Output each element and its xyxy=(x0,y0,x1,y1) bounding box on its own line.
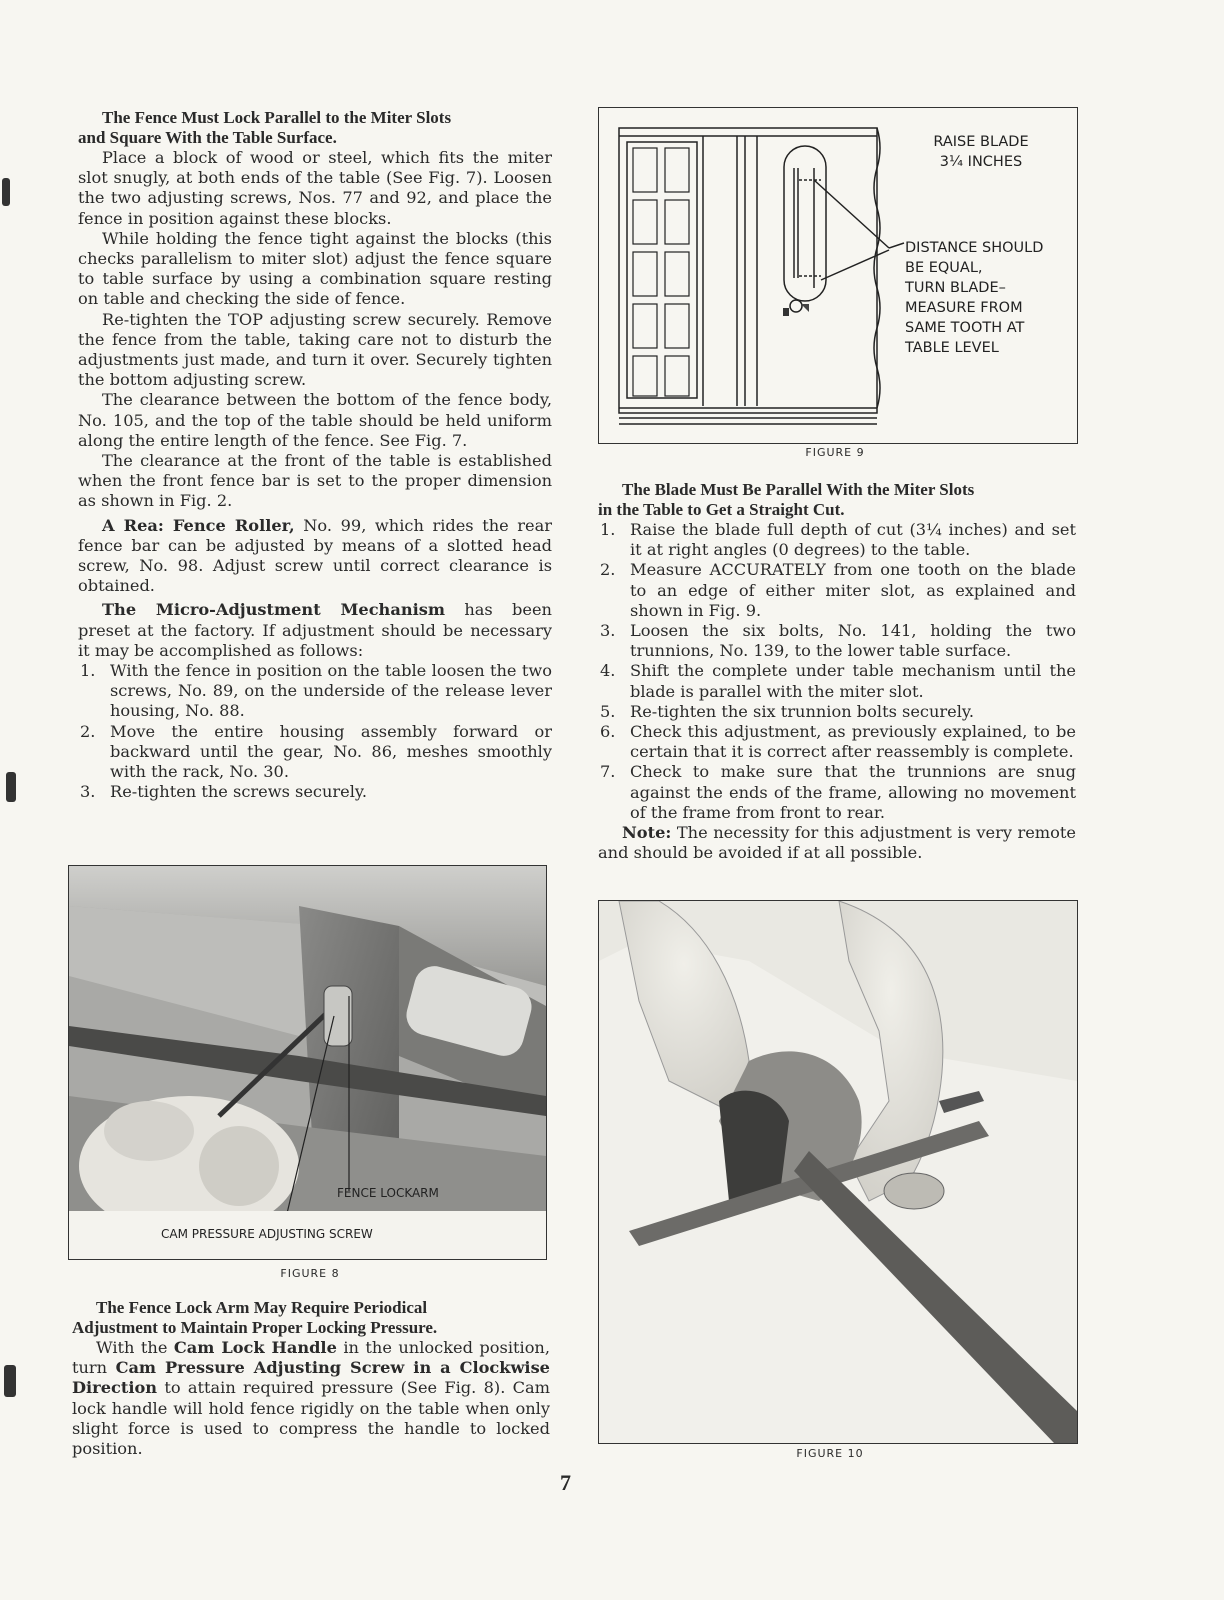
bold-cam-pressure: Cam Pressure Adjusting Screw in a Clockwise Direction xyxy=(72,1358,550,1398)
figure-10-photo xyxy=(598,900,1078,1444)
figure-9-diagram xyxy=(598,107,1078,444)
label-cam-pressure-screw: CAM PRESSURE ADJUSTING SCREW xyxy=(161,1227,373,1241)
label-line: MEASURE FROM xyxy=(905,300,1023,316)
list-number: 2. xyxy=(600,560,616,580)
bold-note: Note: xyxy=(622,823,672,843)
list-text: Raise the blade full depth of cut (3¼ inches) and set it at right angles (0 degrees) to the table. xyxy=(630,520,1076,560)
paragraph: Place a block of wood or steel, which fits the miter slot snugly, at both ends of the table (See Fig. 7). Loosen the two adjusting screws, Nos. 77 and 92, and place the fence in position against these blocks. xyxy=(78,148,552,228)
paragraph-micro xyxy=(78,600,552,661)
list-text: Re-tighten the screws securely. xyxy=(110,782,368,802)
list-item xyxy=(598,520,1076,560)
list-item xyxy=(598,621,1076,661)
label-raise-blade-line1: RAISE BLADE xyxy=(933,134,1029,150)
paragraph: Re-tighten the TOP adjusting screw securely. Remove the fence from the table, taking care not to disturb the adjustments just made, and turn it over. Securely tighten the bottom adjusting screw. xyxy=(78,309,552,390)
figure-8-photo xyxy=(68,865,547,1260)
text: The necessity for this adjustment is very remote and should be avoided if at all possible. xyxy=(598,823,1076,863)
list-number: 3. xyxy=(600,621,616,641)
list-item xyxy=(598,702,1076,722)
list-number: 2. xyxy=(80,721,96,741)
list-number: 7. xyxy=(600,762,616,782)
lead-micro-adjustment: The Micro-Adjustment Mechanism xyxy=(102,600,445,620)
heading-lock-arm: The Fence Lock Arm May Require Periodical xyxy=(96,1298,428,1317)
text: to attain required pressure (See Fig. 8). Cam lock handle will hold fence rigidly on the table when only slight force is used to compress the handle to locked position. xyxy=(72,1378,550,1459)
punch-mark-top xyxy=(2,178,10,206)
list-number: 4. xyxy=(600,661,616,681)
list-number: 1. xyxy=(600,520,616,539)
label-line: TABLE LEVEL xyxy=(905,340,999,356)
heading-fence-parallel-cont: and Square With the Table Surface. xyxy=(78,128,337,147)
left-column-lockarm-text xyxy=(72,1298,550,1459)
figure-10-caption: FIGURE 10 xyxy=(796,1447,864,1460)
punch-mark-middle xyxy=(6,772,16,802)
paragraph: While holding the fence tight against the blocks (this checks parallelism to miter slot) adjust the fence square to table surface by using a combination square resting on table and checking the side of fence. xyxy=(78,228,552,309)
figure-8-caption: FIGURE 8 xyxy=(280,1267,340,1280)
punch-mark-bottom xyxy=(4,1365,16,1397)
lead-rear-roller: A Rea: Fence Roller, xyxy=(102,515,295,535)
label-raise-blade xyxy=(921,132,1041,172)
list-item xyxy=(598,762,1076,823)
heading-blade-parallel: The Blade Must Be Parallel With the Miter Slots xyxy=(622,480,975,499)
list-item xyxy=(598,560,1076,621)
page-number: 7 xyxy=(560,1470,571,1495)
list-text: Check to make sure that the trunnions are snug against the ends of the frame, allowing no movement of the frame from front to rear. xyxy=(630,762,1076,822)
list-text: With the fence in position on the table loosen the two screws, No. 89, on the underside of the release lever housing, No. 88. xyxy=(110,661,552,721)
list-item xyxy=(78,782,552,802)
list-item xyxy=(598,661,1076,701)
list-text: Move the entire housing assembly forward or backward until the gear, No. 86, meshes smoothly with the rack, No. 30. xyxy=(110,721,552,782)
heading-blade-parallel-cont: in the Table to Get a Straight Cut. xyxy=(598,500,845,519)
list-text: Check this adjustment, as previously explained, to be certain that it is correct after reassembly is complete. xyxy=(630,722,1076,762)
blade-steps-list xyxy=(598,520,1076,823)
list-text: Re-tighten the six trunnion bolts securely. xyxy=(630,701,975,721)
list-number: 6. xyxy=(600,722,616,742)
bold-cam-lock-handle: Cam Lock Handle xyxy=(173,1338,337,1357)
fence-lock-photo-illustration xyxy=(69,866,546,1259)
left-column-text xyxy=(78,108,552,803)
list-item xyxy=(598,722,1076,762)
label-line: TURN BLADE– xyxy=(905,280,1006,296)
text: in the unlocked position, turn xyxy=(72,1338,551,1378)
heading-fence-parallel: The Fence Must Lock Parallel to the Miter Slots xyxy=(102,108,452,127)
paragraph: The clearance at the front of the table is established when the front fence bar is set to the proper dimension as shown in Fig. 2. xyxy=(78,451,552,511)
list-text: Loosen the six bolts, No. 141, holding the two trunnions, No. 139, to the lower table surface. xyxy=(630,621,1076,661)
paragraph-note xyxy=(598,823,1076,863)
label-line: DISTANCE SHOULD xyxy=(905,240,1044,256)
text: No. 99, which rides the rear fence bar can be adjusted by means of a slotted head screw, No. 98. Adjust screw until correct clearance is obtained. xyxy=(78,515,552,596)
label-line: SAME TOOTH AT xyxy=(905,320,1025,336)
text: With the xyxy=(96,1338,168,1357)
label-line: BE EQUAL, xyxy=(905,260,983,276)
list-text: Measure ACCURATELY from one tooth on the blade to an edge of either miter slot, as explained and shown in Fig. 9. xyxy=(630,560,1076,620)
label-raise-blade-line2: 3¼ INCHES xyxy=(939,154,1023,170)
micro-steps-list xyxy=(78,661,552,802)
list-number: 1. xyxy=(80,661,96,681)
right-column-text xyxy=(598,480,1076,863)
list-number: 5. xyxy=(600,701,616,721)
list-item xyxy=(78,661,552,722)
list-item xyxy=(78,722,552,783)
label-fence-lockarm: FENCE LOCKARM xyxy=(337,1186,439,1200)
label-distance-equal xyxy=(905,238,1043,358)
text: has been preset at the factory. If adjustment should be necessary it may be accomplished as follows: xyxy=(78,600,552,660)
paragraph-lock-arm xyxy=(72,1338,550,1459)
list-text: Shift the complete under table mechanism until the blade is parallel with the miter slot. xyxy=(630,661,1076,701)
blade-measure-photo-illustration xyxy=(599,901,1077,1443)
paragraph: The clearance between the bottom of the fence body, No. 105, and the top of the table should be held uniform along the entire length of the fence. See Fig. 7. xyxy=(78,390,552,450)
figure-9-caption: FIGURE 9 xyxy=(805,446,865,459)
list-number: 3. xyxy=(80,782,96,802)
paragraph-rear-roller xyxy=(78,516,552,597)
heading-lock-arm-cont: Adjustment to Maintain Proper Locking Pressure. xyxy=(72,1318,438,1337)
